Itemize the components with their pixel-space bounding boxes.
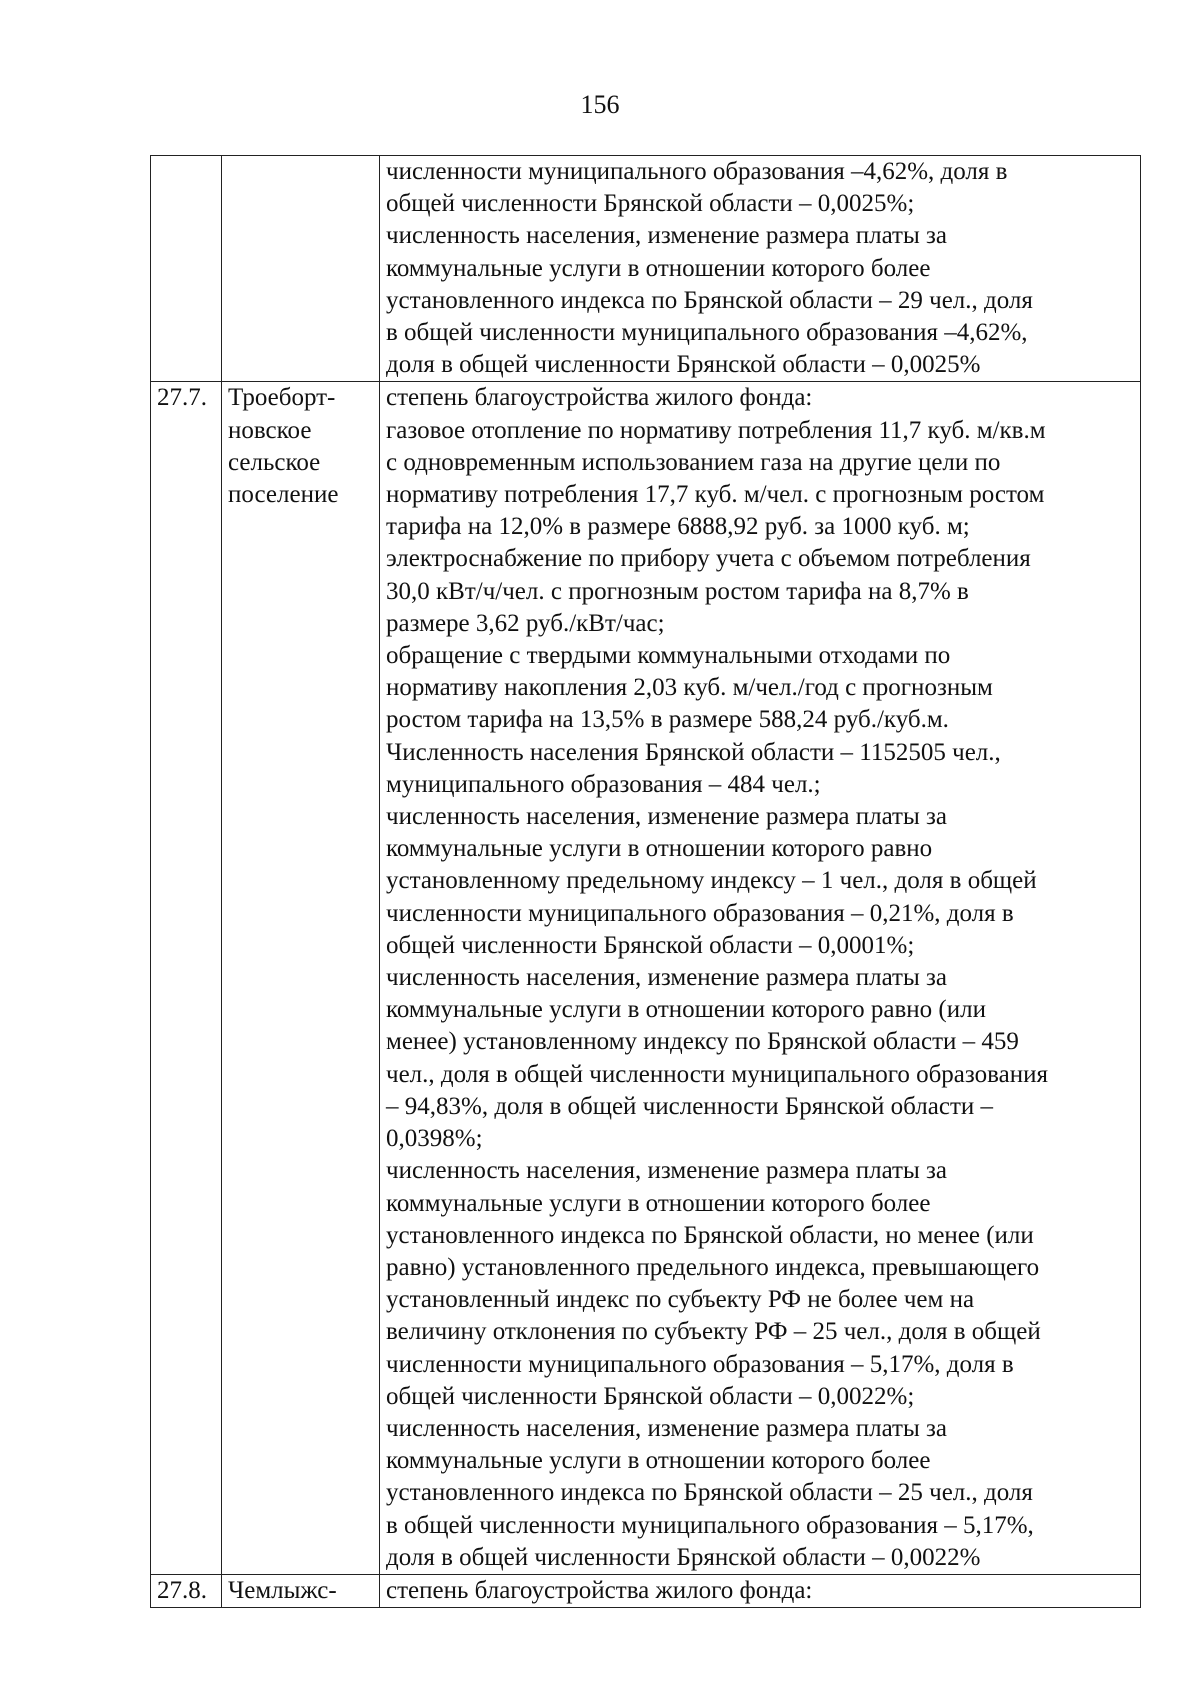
description-line: численности муниципального образования – 0,21%, доля в: [386, 899, 1014, 927]
page-number: 156: [580, 90, 620, 119]
table-row: [151, 382, 1141, 1575]
description-line: коммунальные услуги в отношении которого более: [386, 1447, 931, 1475]
settlement-name-line: новское: [228, 416, 312, 444]
description-line: общей численности Брянской области – 0,0022%;: [386, 1382, 915, 1410]
description-line: с одновременным использованием газа на другие цели по: [386, 448, 1001, 476]
description-line: численность населения, изменение размера платы за: [386, 964, 947, 992]
settlement-name-cell: [222, 156, 380, 382]
description-line: степень благоустройства жилого фонда:: [386, 1576, 813, 1604]
document-table: [150, 155, 1141, 1608]
description-line: Численность населения Брянской области – 1152505 чел.,: [386, 738, 1001, 766]
description-line: обращение с твердыми коммунальными отходами по: [386, 642, 951, 670]
description-line: численности муниципального образования – 5,17%, доля в: [386, 1350, 1014, 1378]
row-number-cell: [151, 156, 222, 382]
description-line: доля в общей численности Брянской области – 0,0022%: [386, 1543, 981, 1571]
description-line: установленного индекса по Брянской области – 25 чел., доля: [386, 1479, 1033, 1507]
description-cell: [380, 1574, 1141, 1607]
settlement-name-line: Чемлыжс-: [228, 1576, 337, 1604]
document-table-body: [151, 156, 1141, 1608]
description-line: коммунальные услуги в отношении которого более: [386, 1189, 931, 1217]
description-cell: [380, 156, 1141, 382]
description-line: доля в общей численности Брянской области – 0,0025%: [386, 351, 981, 379]
description-line: менее) установленному индексу по Брянской области – 459: [386, 1028, 1019, 1056]
description-cell: [380, 382, 1141, 1575]
description-line: 30,0 кВт/ч/чел. с прогнозным ростом тарифа на 8,7% в: [386, 577, 969, 605]
description-line: численность населения, изменение размера платы за: [386, 803, 947, 831]
description-line: коммунальные услуги в отношении которого равно (или: [386, 996, 986, 1024]
description-line: численность населения, изменение размера платы за: [386, 222, 947, 250]
description-line: степень благоустройства жилого фонда:: [386, 384, 813, 412]
description-line: нормативу потребления 17,7 куб. м/чел. с прогнозным ростом: [386, 481, 1045, 509]
description-line: коммунальные услуги в отношении которого более: [386, 254, 931, 282]
description-line: чел., доля в общей численности муниципального образования: [386, 1060, 1048, 1088]
description-line: установленного индекса по Брянской области, но менее (или: [386, 1221, 1034, 1249]
description-line: величину отклонения по субъекту РФ – 25 чел., доля в общей: [386, 1318, 1041, 1346]
description-line: общей численности Брянской области – 0,0025%;: [386, 190, 915, 218]
description-line: коммунальные услуги в отношении которого равно: [386, 835, 933, 863]
table-row: [151, 156, 1141, 382]
settlement-name-cell: [222, 382, 380, 1575]
settlement-name-line: сельское: [228, 448, 321, 476]
description-line: в общей численности муниципального образования – 5,17%,: [386, 1511, 1034, 1539]
settlement-name-line: Троеборт-: [228, 384, 336, 412]
description-line: электроснабжение по прибору учета с объемом потребления: [386, 545, 1031, 573]
description-line: ростом тарифа на 13,5% в размере 588,24 руб./куб.м.: [386, 706, 949, 734]
description-line: численность населения, изменение размера платы за: [386, 1414, 947, 1442]
settlement-name-cell: [222, 1574, 380, 1607]
description-line: – 94,83%, доля в общей численности Брянской области –: [386, 1092, 993, 1120]
description-line: установленный индекс по субъекту РФ не более чем на: [386, 1286, 975, 1314]
table-row: [151, 1574, 1141, 1607]
description-line: размере 3,62 руб./кВт/час;: [386, 609, 665, 637]
description-line: тарифа на 12,0% в размере 6888,92 руб. за 1000 куб. м;: [386, 513, 970, 541]
row-number-cell: 27.7.: [151, 382, 222, 1575]
settlement-name-line: поселение: [228, 481, 339, 509]
description-line: газовое отопление по нормативу потребления 11,7 куб. м/кв.м: [386, 416, 1046, 444]
description-line: численность населения, изменение размера платы за: [386, 1157, 947, 1185]
description-line: численности муниципального образования –4,62%, доля в: [386, 158, 1008, 185]
description-line: в общей численности муниципального образования –4,62%,: [386, 319, 1028, 347]
description-line: равно) установленного предельного индекса, превышающего: [386, 1253, 1040, 1281]
description-line: установленного индекса по Брянской области – 29 чел., доля: [386, 286, 1033, 314]
description-line: муниципального образования – 484 чел.;: [386, 770, 821, 798]
row-number-cell: 27.8.: [151, 1574, 222, 1607]
description-line: нормативу накопления 2,03 куб. м/чел./год с прогнозным: [386, 674, 993, 702]
description-line: 0,0398%;: [386, 1125, 483, 1153]
description-line: установленному предельному индексу – 1 чел., доля в общей: [386, 867, 1037, 895]
description-line: общей численности Брянской области – 0,0001%;: [386, 931, 915, 959]
